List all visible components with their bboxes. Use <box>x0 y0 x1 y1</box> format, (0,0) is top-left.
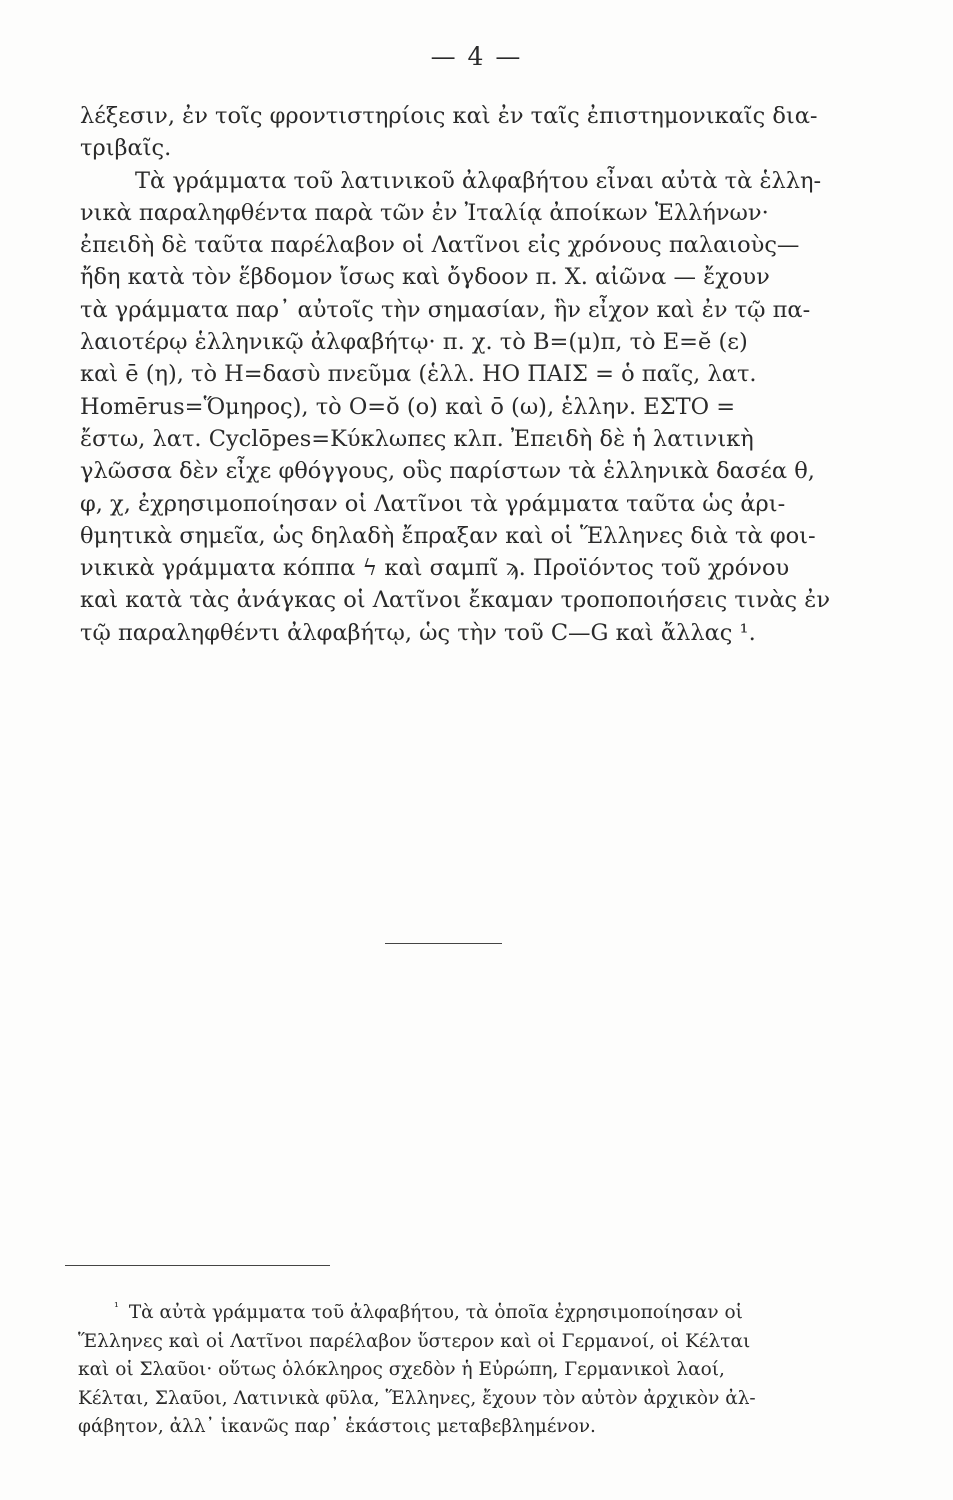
footnote-line: φάβητον, ἀλλ᾽ ἱκανῶς παρ᾽ ἑκάστοις μεταβεβλημένον. <box>78 1416 596 1438</box>
text-line: θμητικὰ σημεῖα, ὡς δηλαδὴ ἔπραξαν καὶ οἱ Ἕλληνες διὰ τὰ φοι- <box>80 522 816 549</box>
footnote-line: Ἕλληνες καὶ οἱ Λατῖνοι παρέλαβον ὕστερον καὶ οἱ Γερμανοί, οἱ Κέλται <box>78 1330 751 1352</box>
text-line: νικὰ παραληφθέντα παρὰ τῶν ἐν Ἰταλίᾳ ἀποίκων Ἑλλήνων· <box>80 199 769 226</box>
section-divider <box>385 943 502 944</box>
text-line: καὶ ē (η), τὸ Η=δασὺ πνεῦμα (ἑλλ. ΗΟ ΠΑΙΣ = ὁ παῖς, λατ. <box>80 361 757 388</box>
text-line: λέξεσιν, ἐν τοῖς φροντιστηρίοις καὶ ἐν ταῖς ἐπιστημονικαῖς δια- <box>80 103 818 129</box>
text-line: καὶ κατὰ τὰς ἀνάγκας οἱ Λατῖνοι ἔκαμαν τροποποιήσεις τινὰς ἐν <box>80 587 831 614</box>
footnote-line <box>78 1293 898 1328</box>
text-line: Τὰ γράμματα τοῦ λατινικοῦ ἀλφαβήτου εἶναι αὐτὰ τὰ ἑλλη- <box>135 167 822 194</box>
text-line: τὰ γράμματα παρ᾽ αὐτοῖς τὴν σημασίαν, ἣν εἶχον καὶ ἐν τῷ πα- <box>80 296 811 323</box>
footnote-line: καὶ οἱ Σλαῦοι· οὕτως ὁλόκληρος σχεδὸν ἡ Εὐρώπη, Γερμανικοὶ λαοί, <box>78 1359 725 1381</box>
footnote-marker: ¹ <box>114 1300 119 1314</box>
footnote-text: Τὰ αὐτὰ γράμματα τοῦ ἀλφαβήτου, τὰ ὁποῖα ἐχρησιμοποίησαν οἱ <box>128 1302 743 1324</box>
page-number: — 4 — <box>430 42 523 71</box>
text-line: φ, χ, ἐχρησιμοποίησαν οἱ Λατῖνοι τὰ γράμματα ταῦτα ὡς ἀρι- <box>80 490 786 517</box>
text-line: ἐπειδὴ δὲ ταῦτα παρέλαβον οἱ Λατῖνοι εἰς χρόνους παλαιοὺς— <box>80 232 800 259</box>
text-line: νικικὰ γράμματα κόππα ϟ καὶ σαμπῖ ϡ. Προϊόντος τοῦ χρόνου <box>80 555 790 582</box>
footnote-rule <box>65 1265 330 1266</box>
text-line: τριβαῖς. <box>80 135 172 162</box>
text-line: τῷ παραληφθέντι ἀλφαβήτῳ, ὡς τὴν τοῦ C—G καὶ ἄλλας ¹. <box>80 619 756 646</box>
text-line: Homērus=Ὅμηρος), τὸ Ο=ŏ (ο) καὶ ō (ω), ἑλλην. ΕΣΤΟ = <box>80 393 736 420</box>
footnote-line: Κέλται, Σλαῦοι, Λατινικὰ φῦλα, Ἕλληνες, ἔχουν τὸν αὐτὸν ἀρχικὸν ἀλ- <box>78 1387 756 1409</box>
text-line: ἔστω, λατ. Cyclōpes=Κύκλωπες κλπ. Ἐπειδὴ δὲ ἡ λατινικὴ <box>80 425 754 452</box>
text-line: ἤδη κατὰ τὸν ἕβδομον ἴσως καὶ ὄγδοον π. Χ. αἰῶνα — ἔχουν <box>80 264 770 291</box>
footnote <box>78 1293 898 1442</box>
main-text <box>80 100 910 649</box>
text-line: γλῶσσα δὲν εἶχε φθόγγους, οὓς παρίστων τὰ ἑλληνικὰ δασέα θ, <box>80 458 815 485</box>
text-line: λαιοτέρῳ ἑλληνικῷ ἀλφαβήτῳ· π. χ. τὸ Β=(μ)π, τὸ Ε=ĕ (ε) <box>80 329 748 356</box>
